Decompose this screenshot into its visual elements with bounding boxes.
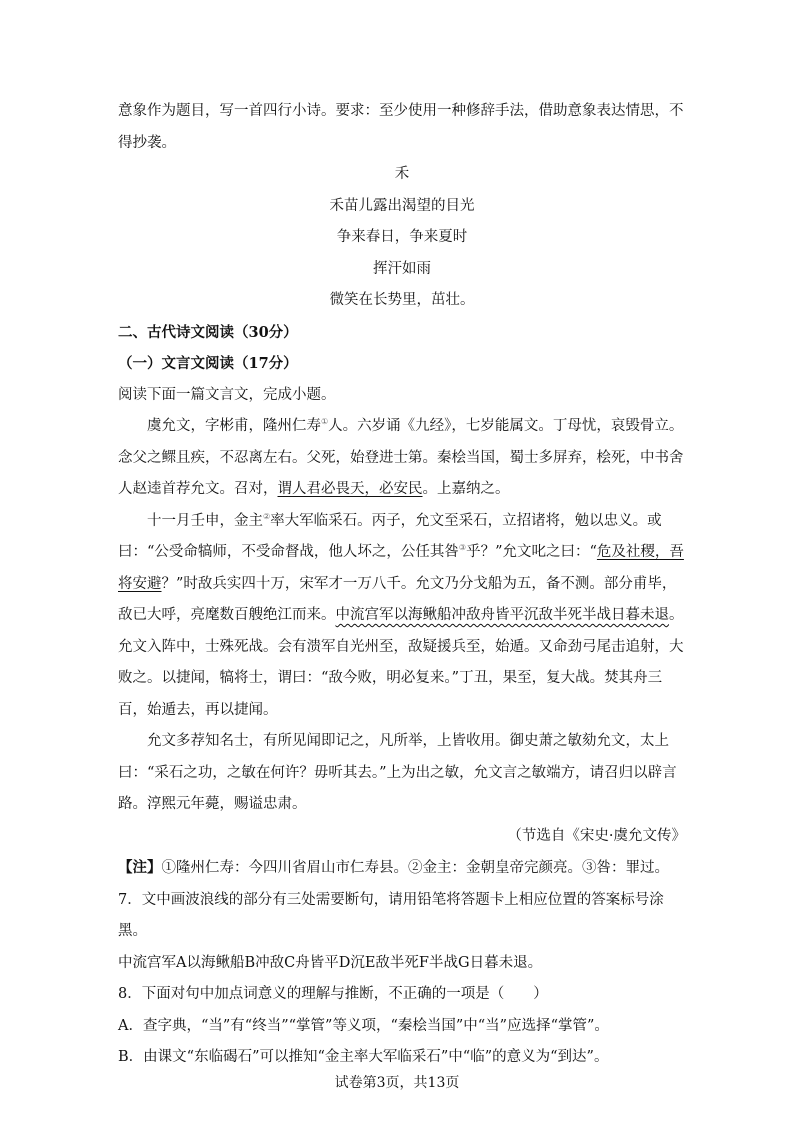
passage-text: 虞允文，字彬甫，隆州仁寿 — [147, 418, 321, 434]
intro-line-1: 意象作为题目，写一首四行小诗。要求：至少使用一种修辞手法，借助意象表达情思，不 — [118, 103, 684, 119]
passage-text: 人。六岁诵《九经》，七岁能属文。丁母忧，哀毁骨立。念父之鳏且疾，不忍离左右。父死，始登进士第。秦桧当国，蜀士多屏弃，桧死，中书舍人赵逵首荐允文。召对， — [118, 418, 684, 497]
instruction: 阅读下面一篇文言文，完成小题。 — [118, 386, 336, 403]
passage-text: 。允文入阵中，士殊死战。会有溃军自光州至，敌疑援兵至，始遁。又命劲弓尾击追射，大败之。以捷闻，犒将士，谓曰：“敌今败，明必复来。”丁丑，果至，复大战。焚其舟三百，始遁去，再以捷闻。 — [118, 607, 684, 718]
passage-paragraph-1 — [118, 411, 686, 506]
footnote-marker: ① — [321, 417, 329, 427]
passage-paragraph-3: 允文多荐知名士，有所见闻即记之，凡所举，上皆收用。御史萧之敏劾允文，太上曰：“采石之功，之敏在何许？毋听其去。”上为出之敏，允文言之敏端方，请召归以辟言路。淳熙元年薨，赐谥忠肃。 — [118, 733, 677, 812]
source-citation: （节选自《宋史·虞允文传》 — [507, 827, 686, 844]
intro-line-2: 得抄袭。 — [118, 134, 176, 151]
passage-paragraph-2 — [118, 506, 686, 727]
question-8-option-b: B．由课文“东临碣石”可以推知“金主率大军临采石”中“临”的意义为“到达”。 — [118, 1049, 609, 1065]
footnote-marker: ② — [263, 511, 271, 521]
note-label: 【注】 — [118, 859, 162, 876]
note — [118, 852, 686, 885]
passage-text: 十一月壬申，金主 — [147, 512, 263, 529]
passage-text: ？”时敌兵实四十万，宋军才一万八千。允文乃分戈船为五，备不测。部分甫毕，敌已大呼，亮麾数百艘绝江而来。 — [118, 575, 677, 623]
page-footer: 试卷第3页，共13页 — [334, 1075, 460, 1091]
poem-line: 挥汗如雨 — [373, 260, 431, 277]
passage-text: 乎？”允文叱之曰：“ — [466, 544, 597, 560]
poem-line: 禾苗儿露出渴望的目光 — [329, 197, 475, 214]
poem-title: 禾 — [394, 166, 410, 182]
passage-text: 。上嘉纳之。 — [422, 481, 510, 497]
page-content — [118, 96, 686, 1074]
question-8-option-a: A．查字典，“当”有“终当”“掌管”等义项，“秦桧当国”中“当”应选择“掌管”。 — [118, 1017, 609, 1034]
question-7-options: 中流宫军A以海鳅船B冲敌C舟皆平D沉E敌半死F半战G日暮未退。 — [118, 954, 543, 971]
question-8-prompt: 8．下面对句中加点词意义的理解与推断，不正确的一项是（ ） — [118, 986, 548, 1002]
underlined-sentence: 谓人君必畏天，必安民 — [277, 481, 423, 497]
poem-line: 微笑在长势里，茁壮。 — [329, 292, 475, 308]
note-text: ①隆州仁寿：今四川省眉山市仁寿县。②金主：金朝皇帝完颜亮。③咎：罪过。 — [161, 860, 669, 876]
wavy-underlined-sentence: 中流宫军以海鳅船冲敌舟皆平沉敌半死半战日暮未退 — [335, 607, 669, 623]
underlined-sentence: 危及社稷，吾将安避 — [118, 544, 684, 592]
question-7-prompt: 7．文中画波浪线的部分有三处需要断句，请用铅笔将答题卡上相应位置的答案标号涂黑。 — [118, 891, 664, 939]
poem-line: 争来春日，争来夏时 — [336, 229, 468, 245]
section-heading: 二、古代诗文阅读（30分） — [118, 323, 298, 341]
footnote-marker: ③ — [458, 543, 467, 553]
passage-text: 率大军临采石。丙子，允文至采石，立招诸将，勉以忠义。或曰：“公受命犒师，不受命督战，他人坏之，公任其咎 — [118, 512, 662, 560]
sub-heading: （一）文言文阅读（17分） — [118, 355, 298, 372]
